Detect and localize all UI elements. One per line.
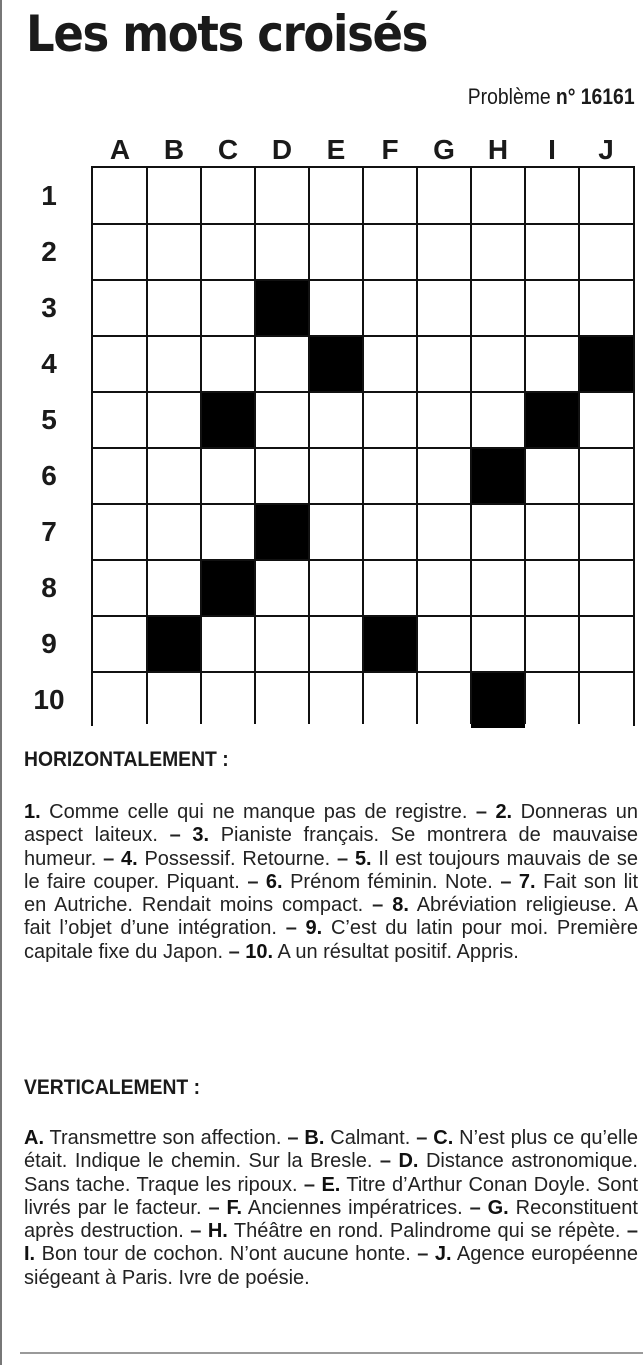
clue-text: N’est plus ce qu’elle était. Indique le chemin. Sur la Bresle. xyxy=(24,1127,639,1173)
grid-cell[interactable] xyxy=(93,392,147,448)
clue-number: I. xyxy=(24,1243,36,1266)
grid-cell[interactable] xyxy=(255,392,309,448)
column-label: C xyxy=(217,134,239,165)
clue-number: 1. xyxy=(24,801,41,823)
clue xyxy=(266,871,493,893)
grid-cell[interactable] xyxy=(147,280,201,336)
clue-text: Titre d’Arthur Conan Doyle. Sont livrés par le facteur. xyxy=(24,1173,639,1219)
grid-cell[interactable] xyxy=(363,672,417,728)
grid-line xyxy=(93,615,633,617)
clue-number: 7. xyxy=(518,870,536,893)
grid-cell[interactable] xyxy=(471,280,525,336)
grid-cell[interactable] xyxy=(525,560,579,616)
horizontal-heading: HORIZONTALEMENT : xyxy=(24,748,229,771)
grid-cell[interactable] xyxy=(579,672,633,728)
column-label: A xyxy=(109,134,131,165)
clue-number: J. xyxy=(434,1243,452,1266)
problem-number-prefix: n° xyxy=(556,84,576,109)
grid-cell[interactable] xyxy=(363,392,417,448)
clue-separator: – xyxy=(469,1196,481,1219)
grid-cell[interactable] xyxy=(363,504,417,560)
grid-cell[interactable] xyxy=(147,224,201,280)
grid-cell[interactable] xyxy=(309,392,363,448)
grid-cell[interactable] xyxy=(309,224,363,280)
problem-number-value: 16161 xyxy=(581,84,635,109)
grid-cell[interactable] xyxy=(255,168,309,224)
clue-number: 5. xyxy=(354,847,372,870)
grid-cell[interactable] xyxy=(525,448,579,504)
clue-number: H. xyxy=(207,1220,228,1243)
clue-text: C’est du latin pour moi. Première capitale fixe du Japon. xyxy=(24,917,638,963)
grid-cell[interactable] xyxy=(417,336,471,392)
grid-line xyxy=(470,168,472,724)
clue-text: Transmettre son affection. xyxy=(44,1127,282,1149)
grid-cell[interactable] xyxy=(201,224,255,280)
clue-number: 4. xyxy=(120,847,138,870)
grid-cell[interactable] xyxy=(309,504,363,560)
clue-separator: – xyxy=(247,870,259,893)
clue-separator: – xyxy=(190,1220,202,1243)
grid-line xyxy=(308,168,310,724)
clue xyxy=(121,848,330,870)
clue-separator: – xyxy=(626,1220,639,1243)
row-label: 5 xyxy=(41,404,57,435)
vertical-clues xyxy=(24,1127,638,1290)
grid-cell-black xyxy=(201,560,255,616)
grid-cell[interactable] xyxy=(201,448,255,504)
grid-cell-black xyxy=(471,672,525,728)
clue-text: Il est toujours mauvais de se le faire couper. Piquant. xyxy=(24,847,639,893)
grid-line xyxy=(362,168,364,724)
grid-cell[interactable] xyxy=(309,448,363,504)
grid-cell[interactable] xyxy=(255,448,309,504)
clue xyxy=(226,1197,462,1219)
grid-cell[interactable] xyxy=(309,672,363,728)
row-label: 1 xyxy=(41,180,57,211)
grid-cell[interactable] xyxy=(417,392,471,448)
grid-cell-black xyxy=(201,392,255,448)
clue xyxy=(24,1127,281,1149)
grid-cell[interactable] xyxy=(417,560,471,616)
clue-number: D. xyxy=(398,1150,419,1173)
grid-cell[interactable] xyxy=(417,224,471,280)
clue-text: Pianiste français. Se montrera de mauvaise humeur. xyxy=(24,824,639,870)
clue-text: Bon tour de cochon. N’ont aucune honte. xyxy=(35,1243,411,1266)
clue-separator: – xyxy=(475,801,487,823)
grid-cell[interactable] xyxy=(201,504,255,560)
grid-cell[interactable] xyxy=(417,448,471,504)
grid-cell[interactable] xyxy=(201,336,255,392)
clue-text: Comme celle qui ne manque pas de registre. xyxy=(40,801,468,823)
grid-cell[interactable] xyxy=(147,504,201,560)
clue xyxy=(245,941,519,963)
grid-line xyxy=(578,168,580,724)
grid-cell[interactable] xyxy=(147,560,201,616)
grid-cell[interactable] xyxy=(579,560,633,616)
grid-cell-black xyxy=(147,616,201,672)
column-label: F xyxy=(381,134,399,165)
grid-cell[interactable] xyxy=(309,560,363,616)
grid-cell[interactable] xyxy=(525,616,579,672)
clue-separator: – xyxy=(416,1127,428,1149)
grid-line xyxy=(93,223,633,225)
grid-cell[interactable] xyxy=(93,616,147,672)
grid-cell[interactable] xyxy=(363,560,417,616)
clue-number: B. xyxy=(304,1127,325,1149)
clue-number: 3. xyxy=(192,824,210,847)
grid-line xyxy=(93,279,633,281)
clue-text: Prénom féminin. Note. xyxy=(282,870,493,893)
grid-cell[interactable] xyxy=(471,336,525,392)
grid-cell[interactable] xyxy=(471,504,525,560)
grid-cell[interactable] xyxy=(417,280,471,336)
problem-label: Problème xyxy=(468,84,552,109)
grid-line xyxy=(93,671,633,673)
clue-text: Anciennes impératrices. xyxy=(242,1196,463,1219)
column-label: I xyxy=(548,134,556,165)
row-label: 6 xyxy=(41,460,57,491)
clue-text: Fait son lit en Autriche. Rendait moins compact. xyxy=(24,870,639,917)
clue-separator: – xyxy=(372,894,384,917)
page-left-rule xyxy=(0,0,2,1365)
grid-cell[interactable] xyxy=(201,616,255,672)
row-label: 4 xyxy=(41,348,57,379)
grid-cell[interactable] xyxy=(255,336,309,392)
grid-cell[interactable] xyxy=(525,504,579,560)
grid-cell[interactable] xyxy=(525,280,579,336)
grid-cell[interactable] xyxy=(579,280,633,336)
grid-cell[interactable] xyxy=(309,168,363,224)
column-label: E xyxy=(326,134,346,165)
clue-separator: – xyxy=(417,1243,429,1266)
clue-text: Reconstituent après destruction. xyxy=(24,1196,638,1243)
clue-number: 8. xyxy=(392,894,409,917)
clue-text: Possessif. Retourne. xyxy=(137,847,331,870)
grid-cell[interactable] xyxy=(579,392,633,448)
column-label: D xyxy=(271,134,293,165)
grid-cell[interactable] xyxy=(363,448,417,504)
column-label: J xyxy=(598,134,614,165)
clue xyxy=(304,1127,410,1149)
clue-separator: – xyxy=(337,847,349,870)
grid-cell[interactable] xyxy=(309,280,363,336)
grid-cell[interactable] xyxy=(579,448,633,504)
grid-cell[interactable] xyxy=(525,336,579,392)
grid-cell[interactable] xyxy=(417,616,471,672)
grid-cell[interactable] xyxy=(525,672,579,728)
grid-cell-black xyxy=(309,336,363,392)
grid-cell[interactable] xyxy=(255,616,309,672)
grid-cell[interactable] xyxy=(93,336,147,392)
clue-number: F. xyxy=(226,1196,243,1219)
row-label: 8 xyxy=(41,572,57,603)
grid-cell[interactable] xyxy=(309,616,363,672)
grid-cell[interactable] xyxy=(93,560,147,616)
grid-cell-black xyxy=(471,448,525,504)
grid-cell-black xyxy=(255,504,309,560)
grid-cell[interactable] xyxy=(471,560,525,616)
column-label: G xyxy=(433,134,455,165)
clue-number: G. xyxy=(487,1196,509,1219)
grid-cell[interactable] xyxy=(147,672,201,728)
grid-cell-black xyxy=(525,392,579,448)
grid-cell[interactable] xyxy=(471,168,525,224)
clue-number: E. xyxy=(321,1173,341,1196)
grid-line xyxy=(146,168,148,724)
grid-line xyxy=(254,168,256,724)
clue-number: 6. xyxy=(265,870,283,893)
clue-text: Donneras un aspect laiteux. xyxy=(24,801,638,847)
clue-text: Distance astronomique. Sans tache. Traque les ripoux. xyxy=(24,1150,638,1196)
grid-cell[interactable] xyxy=(525,224,579,280)
grid-cell[interactable] xyxy=(471,616,525,672)
grid-line xyxy=(416,168,418,724)
clue-number: A. xyxy=(24,1127,44,1149)
grid-cell[interactable] xyxy=(147,392,201,448)
clue-separator: – xyxy=(169,824,181,847)
crossword-grid[interactable] xyxy=(91,166,635,726)
grid-cell[interactable] xyxy=(525,168,579,224)
clue-text: Abréviation religieuse. A fait l’objet d’une intégration. xyxy=(24,894,639,940)
clue-number: 10. xyxy=(245,940,274,963)
grid-line xyxy=(93,447,633,449)
grid-cell-black xyxy=(363,616,417,672)
clue-separator: – xyxy=(287,1127,299,1149)
problem-number xyxy=(468,84,635,110)
grid-cell[interactable] xyxy=(147,336,201,392)
bottom-divider xyxy=(20,1352,643,1354)
clue xyxy=(24,1243,411,1265)
clue-number: 2. xyxy=(495,801,513,823)
row-label: 7 xyxy=(41,516,57,547)
clue-text: Calmant. xyxy=(324,1127,411,1149)
grid-cell[interactable] xyxy=(579,224,633,280)
grid-line xyxy=(93,559,633,561)
grid-line xyxy=(524,168,526,724)
clue-separator: – xyxy=(379,1150,391,1173)
grid-cell[interactable] xyxy=(201,280,255,336)
grid-cell[interactable] xyxy=(93,672,147,728)
grid-cell-black xyxy=(255,280,309,336)
clue-separator: – xyxy=(208,1196,220,1219)
grid-line xyxy=(93,503,633,505)
clue xyxy=(24,801,467,823)
grid-cell[interactable] xyxy=(579,616,633,672)
clue-text: Agence européenne siégeant à Paris. Ivre de poésie. xyxy=(24,1243,638,1289)
grid-cell[interactable] xyxy=(201,672,255,728)
grid-cell[interactable] xyxy=(255,224,309,280)
grid-cell[interactable] xyxy=(93,448,147,504)
grid-cell[interactable] xyxy=(201,168,255,224)
grid-cell[interactable] xyxy=(363,168,417,224)
grid-cell[interactable] xyxy=(417,672,471,728)
row-label: 10 xyxy=(33,684,65,715)
grid-cell[interactable] xyxy=(147,448,201,504)
row-label: 2 xyxy=(41,236,57,267)
grid-line xyxy=(93,335,633,337)
clue-number: 9. xyxy=(305,917,323,940)
grid-cell[interactable] xyxy=(579,504,633,560)
grid-cell[interactable] xyxy=(363,336,417,392)
grid-cell[interactable] xyxy=(255,672,309,728)
vertical-heading: VERTICALEMENT : xyxy=(24,1076,201,1099)
grid-cell[interactable] xyxy=(471,392,525,448)
clue-separator: – xyxy=(303,1173,316,1196)
clue-text: Théâtre en rond. Palindrome qui se répète. xyxy=(227,1220,621,1243)
clue-number: C. xyxy=(433,1127,454,1149)
grid-cell[interactable] xyxy=(417,504,471,560)
clue-separator: – xyxy=(285,917,297,940)
grid-cell[interactable] xyxy=(255,560,309,616)
grid-cell[interactable] xyxy=(147,168,201,224)
grid-line xyxy=(200,168,202,724)
grid-cell-black xyxy=(579,336,633,392)
grid-cell[interactable] xyxy=(363,224,417,280)
clue xyxy=(208,1220,621,1242)
page-title: Les mots croisés xyxy=(26,5,428,63)
grid-cell[interactable] xyxy=(363,280,417,336)
row-label: 9 xyxy=(41,628,57,659)
column-label: H xyxy=(487,134,509,165)
grid-cell[interactable] xyxy=(417,168,471,224)
grid-cell[interactable] xyxy=(471,224,525,280)
clue-separator: – xyxy=(103,847,115,870)
row-label: 3 xyxy=(41,292,57,323)
grid-line xyxy=(93,391,633,393)
horizontal-clues xyxy=(24,801,638,964)
grid-cell[interactable] xyxy=(93,504,147,560)
clue-text: A un résultat positif. Appris. xyxy=(273,940,519,963)
grid-cell[interactable] xyxy=(93,280,147,336)
column-label: B xyxy=(163,134,185,165)
grid-cell[interactable] xyxy=(93,168,147,224)
clue-separator: – xyxy=(500,870,512,893)
grid-cell[interactable] xyxy=(579,168,633,224)
grid-cell[interactable] xyxy=(93,224,147,280)
clue-separator: – xyxy=(228,940,240,963)
